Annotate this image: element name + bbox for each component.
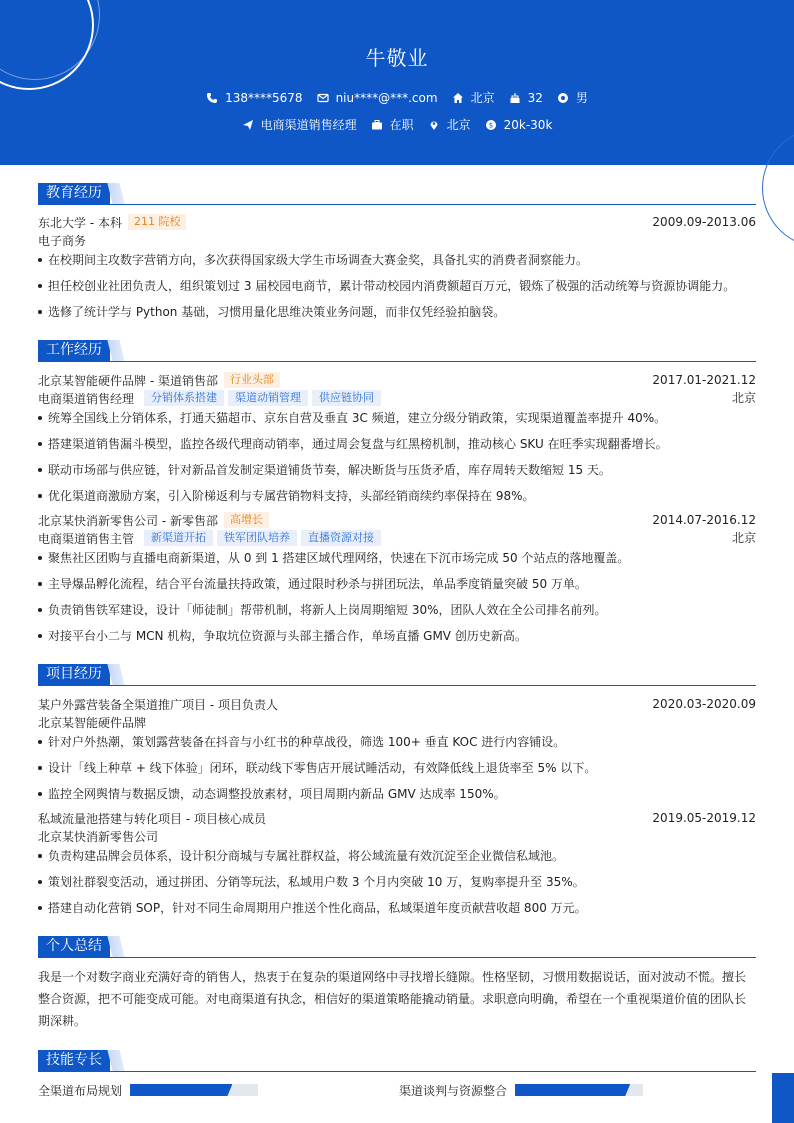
- skill-level-fill: [130, 1084, 232, 1096]
- skill-tag: 直播资源对接: [301, 530, 381, 546]
- salary-value: 20k-30k: [503, 117, 553, 132]
- job-title-row: [38, 390, 756, 406]
- project-header: [38, 696, 756, 712]
- job-title-row: [38, 530, 756, 546]
- section-work: [38, 340, 756, 362]
- briefcase-icon: [371, 119, 383, 131]
- gender-item: [557, 89, 588, 106]
- education-bullet: 选修了统计学与 Python 基础，习惯用量化思维决策业务问题，而非仅凭经验拍脑袋。: [38, 304, 756, 320]
- email-icon: [317, 92, 329, 104]
- email-value: niu****@***.com: [335, 90, 438, 105]
- summary-line: 整合资源，把不可能变成可能。对电商渠道有执念，相信好的渠道策略能撬动销量。求职意向明确，希望在一个重视渠道价值的团队长: [38, 992, 747, 1006]
- education-header: [38, 214, 756, 230]
- section-title: 工作经历: [38, 340, 110, 361]
- project-bullet: 负责构建品牌会员体系，设计积分商城与专属社群权益，将公域流量有效沉淀至企业微信私域池。: [38, 848, 756, 864]
- skill-item: [399, 1081, 643, 1099]
- project-org-row: [38, 828, 756, 844]
- skill-tag: 新渠道开拓: [144, 530, 213, 546]
- job-title: 电商渠道销售主管: [38, 531, 135, 546]
- project-date: 2019.05-2019.12: [652, 811, 756, 825]
- target-job-value: 电商渠道销售经理: [260, 118, 357, 132]
- company-name: 北京某智能硬件品牌 - 渠道销售部: [38, 373, 218, 388]
- target-city-value: 北京: [446, 118, 471, 132]
- project-header: [38, 810, 756, 826]
- skill-level-bar: [515, 1084, 643, 1096]
- section-education: [38, 183, 756, 205]
- job-bullet: 联动市场部与供应链，针对新品首发制定渠道铺货节奏，解决断货与压货矛盾，库存周转天数缩短 15 天。: [38, 462, 756, 478]
- company-name: 北京某快消新零售公司 - 新零售部: [38, 513, 218, 528]
- age-value: 32: [527, 90, 543, 105]
- company-tag: 行业头部: [224, 372, 280, 388]
- phone-item: [206, 89, 302, 106]
- summary-line: 期深耕。: [38, 1014, 87, 1028]
- gender-icon: [557, 92, 569, 104]
- target-city-item: [428, 116, 471, 133]
- education-bullet: 在校期间主攻数字营销方向，多次获得国家级大学生市场调查大赛金奖，具备扎实的消费者洞察能力。: [38, 252, 756, 268]
- project-name: 私域流量池搭建与转化项目 - 项目核心成员: [38, 811, 266, 826]
- education-major-row: [38, 232, 756, 248]
- skill-level-bar: [130, 1084, 258, 1096]
- company-tag: 高增长: [224, 512, 269, 528]
- status-value: 在职: [389, 118, 414, 132]
- project-bullet: 监控全网舆情与数据反馈，动态调整投放素材，项目周期内新品 GMV 达成率 150%。: [38, 786, 756, 802]
- location-pin-icon: [428, 119, 440, 131]
- svg-text:$: $: [488, 121, 493, 129]
- section-summary: [38, 936, 756, 958]
- education-bullet: 担任校创业社团负责人，组织策划过 3 届校园电商节，累计带动校园内消费额超百万元，锻炼了极强的活动统筹与资源协调能力。: [38, 278, 756, 294]
- header-banner: [0, 0, 794, 165]
- status-item: [371, 116, 414, 133]
- summary-line: 我是一个对数字商业充满好奇的销售人，热衷于在复杂的渠道网络中寻找增长缝隙。性格坚韧，习惯用数据说话，面对波动不慌。擅长: [38, 970, 747, 984]
- job-title: 电商渠道销售经理: [38, 391, 135, 406]
- project-bullet: 搭建自动化营销 SOP，针对不同生命周期用户推送个性化商品，私域渠道年度贡献营收超 800 万元。: [38, 900, 756, 916]
- money-icon: [485, 119, 497, 131]
- project-bullet: 策划社群裂变活动，通过拼团、分销等玩法，私域用户数 3 个月内突破 10 万，复购率提升至 35%。: [38, 874, 756, 890]
- salary-item: [485, 116, 553, 133]
- skill-level-fill: [515, 1084, 630, 1096]
- school-name: 东北大学 - 本科: [38, 215, 122, 230]
- section-projects: [38, 664, 756, 686]
- skill-item: [38, 1081, 258, 1099]
- project-org-row: [38, 714, 756, 730]
- contact-row: [0, 89, 794, 106]
- job-bullet: 搭建渠道销售漏斗模型，监控各级代理商动销率，通过周会复盘与红黑榜机制，推动核心 SKU 在旺季实现翻番增长。: [38, 436, 756, 452]
- job-date: 2014.07-2016.12: [652, 513, 756, 527]
- decorative-block: [772, 1073, 794, 1123]
- major: 电子商务: [38, 233, 87, 248]
- project-bullet: 设计「线上种草 + 线下体验」闭环，联动线下零售店开展试睡活动，有效降低线上退货率至 5% 以下。: [38, 760, 756, 776]
- skill-name: 渠道谈判与资源整合: [399, 1083, 508, 1098]
- city-value: 北京: [470, 91, 495, 105]
- job-location: 北京: [731, 531, 756, 545]
- project-bullet: 针对户外热潮，策划露营装备在抖音与小红书的种草战役，筛选 100+ 垂直 KOC 进行内容铺设。: [38, 734, 756, 750]
- job-bullet: 负责销售铁军建设，设计「师徒制」帮带机制，将新人上岗周期缩短 30%，团队人效在全公司排名前列。: [38, 602, 756, 618]
- gender-value: 男: [575, 91, 588, 105]
- send-icon: [242, 119, 254, 131]
- job-bullet: 聚焦社区团购与直播电商新渠道，从 0 到 1 搭建区域代理网络，快速在下沉市场完成 50 个站点的落地覆盖。: [38, 550, 756, 566]
- section-title: 项目经历: [38, 664, 110, 685]
- job-date: 2017.01-2021.12: [652, 373, 756, 387]
- section-skills: [38, 1050, 756, 1072]
- skill-tag: 分销体系搭建: [144, 390, 224, 406]
- project-org: 北京某快消新零售公司: [38, 829, 159, 844]
- skill-tag: 供应链协同: [312, 390, 381, 406]
- project-name: 某户外露营装备全渠道推广项目 - 项目负责人: [38, 697, 278, 712]
- section-title: 教育经历: [38, 183, 110, 204]
- job-intent-row: [0, 116, 794, 133]
- job-header: [38, 512, 756, 528]
- section-title: 技能专长: [38, 1050, 110, 1071]
- skill-tag: 渠道动销管理: [228, 390, 308, 406]
- job-bullet: 统筹全国线上分销体系，打通天猫超市、京东自营及垂直 3C 频道，建立分级分销政策，实现渠道覆盖率提升 40%。: [38, 410, 756, 426]
- project-date: 2020.03-2020.09: [652, 697, 756, 711]
- job-bullet: 优化渠道商激励方案，引入阶梯返利与专属营销物料支持，头部经销商续约率保持在 98%。: [38, 488, 756, 504]
- phone-value: 138****5678: [225, 90, 303, 105]
- job-header: [38, 372, 756, 388]
- project-org: 北京某智能硬件品牌: [38, 715, 147, 730]
- home-icon: [452, 92, 464, 104]
- school-tag: 211 院校: [128, 214, 187, 230]
- job-location: 北京: [731, 391, 756, 405]
- skill-tag: 铁军团队培养: [217, 530, 297, 546]
- candidate-name: 牛敬业: [365, 46, 429, 70]
- city-item: [452, 89, 495, 106]
- cake-icon: [509, 92, 521, 104]
- section-title: 个人总结: [38, 936, 110, 957]
- job-bullet: 对接平台小二与 MCN 机构，争取坑位资源与头部主播合作，单场直播 GMV 创历史新高。: [38, 628, 756, 644]
- email-item: [317, 89, 438, 106]
- age-item: [509, 89, 543, 106]
- phone-icon: [206, 92, 218, 104]
- target-job-item: [242, 116, 357, 133]
- job-bullet: 主导爆品孵化流程，结合平台流量扶持政策，通过限时秒杀与拼团玩法，单品季度销量突破 50 万单。: [38, 576, 756, 592]
- skill-name: 全渠道布局规划: [38, 1083, 123, 1098]
- summary-text: [38, 966, 756, 1032]
- education-date: 2009.09-2013.06: [652, 215, 756, 229]
